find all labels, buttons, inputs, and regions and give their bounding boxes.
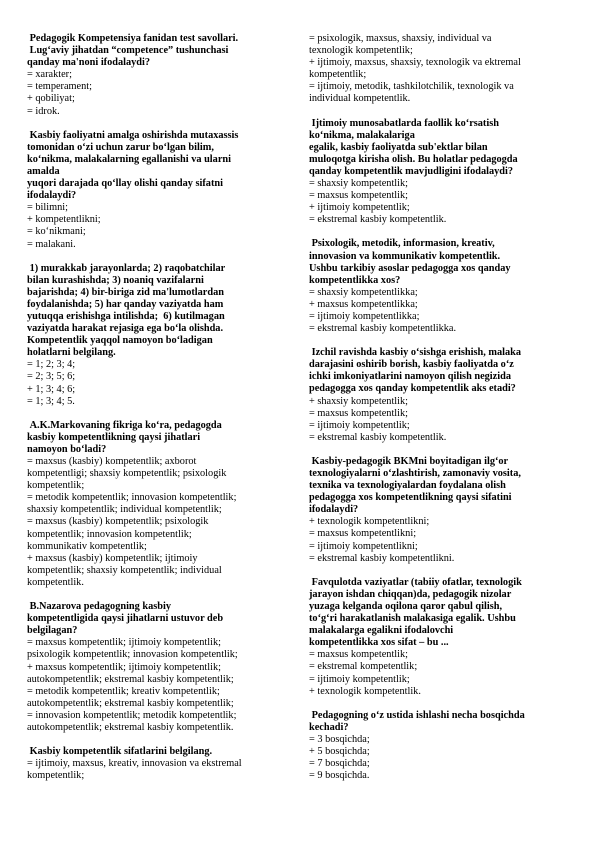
answer-option: = ijtimoiy, maxsus, kreativ, innovasion va ekstremal kompetentlik;: [27, 758, 242, 782]
answer-option: + ijtimoiy kompetentlik;: [309, 202, 410, 214]
answer-option: + qobiliyat;: [27, 93, 75, 105]
right-column: [309, 33, 579, 794]
answer-option: = ijtimoiy kompetentlik;: [309, 673, 410, 685]
answer-option: = maxsus kompetentlik;: [309, 649, 409, 661]
question-block: [27, 130, 287, 251]
answer-option: = ekstremal kompetentlik;: [309, 661, 418, 673]
answer-option: = ekstremal kasbiy kompetentlik.: [309, 431, 447, 443]
answer-option: + maxsus kompetentlikka;: [309, 298, 418, 310]
question-text: Favqulotda vaziyatlar (tabiiy ofatlar, texnologik jarayon ishdan chiqqan)da, pedagogik nizolar yuzaga kelganda oqilona qaror qabul qilish, to‘g‘ri harakatlanish malakasiga egalik. Ushbu malakalarga egalikni ifodalovchi kompetentlikka xos sifat – bu ...: [309, 576, 522, 649]
question-text: Psixologik, metodik, informasion, kreativ, innovasion va kommunikativ kompetentlik. Ushbu tarkibiy asoslar pedagogga xos qanday kompetentlikka xos?: [309, 238, 511, 286]
answer-option: = idrok.: [27, 105, 60, 117]
question-text: A.K.Markovaning fikriga ko‘ra, pedagogda kasbiy kompetentlikning qaysi jihatlari namoyon bo‘ladi?: [27, 419, 222, 455]
answer-option: = maxsus (kasbiy) kompetentlik; psixologik kompetentlik; innovasion kompetentlik; kommunikativ kompetentlik;: [27, 516, 209, 552]
question-text: Kasbiy-pedagogik BKMni boyitadigan ilg‘or texnologiyalarni o‘zlashtirish, zamonaviy vosita, texnika va texnologiyalardan foydalana olish pedagogga xos kompetentlikning qaysi sifatini ifodalaydi?: [309, 455, 521, 516]
answer-option: = temperament;: [27, 81, 92, 93]
answer-option: = ekstremal kasbiy kompetentlik.: [309, 214, 447, 226]
answer-option: = ijtimoiy kompetentlik;: [309, 419, 410, 431]
question-block: [309, 238, 579, 335]
answer-option: + 5 bosqichda;: [309, 745, 370, 757]
answer-option: + texnologik kompetentlik.: [309, 685, 421, 697]
answer-option: = ijtimoiy kompetentlikni;: [309, 540, 418, 552]
question-block: [27, 746, 287, 782]
question-text: Pedagogning o‘z ustida ishlashi necha bosqichda kechadi?: [309, 709, 525, 733]
answer-option: + 1; 3; 4; 6;: [27, 383, 76, 395]
answer-option: = ijtimoiy, metodik, tashkilotchilik, texnologik va individual kompetentlik.: [309, 81, 514, 105]
question-text: B.Nazarova pedagogning kasbiy kompetentligida qaysi jihatlarni ustuvor deb belgilagan?: [27, 601, 224, 637]
answer-option: = xarakter;: [27, 69, 72, 81]
answer-option: = innovasion kompetentlik; metodik kompetentlik; autokompetentlik; ekstremal kasbiy kompetentlik.: [27, 709, 237, 733]
answer-option: = maxsus kompetentlik;: [309, 190, 409, 202]
question-block: [309, 456, 579, 565]
answer-option: = maxsus (kasbiy) kompetentlik; axborot kompetentligi; shaxsiy kompetentlik; psixologik kompetentlik;: [27, 456, 227, 492]
answer-option: = maxsus kompetentlik; ijtimoiy kompetentlik; psixologik kompetentlik; innovasion kompetentlik;: [27, 637, 238, 661]
answer-option: = 7 bosqichda;: [309, 758, 370, 770]
answer-option: = maxsus kompetentlikni;: [309, 528, 417, 540]
question-text: Kasbiy kompetentlik sifatlarini belgilang.: [27, 746, 213, 758]
question-text: Kasbiy faoliyatni amalga oshirishda mutaxassis tomonidan o‘zi uchun zarur bo‘lgan bilim, ko‘nikma, malakalarning egallanishi va ularni amalda yuqori darajada qo‘llay olishi qanday sifatni ifodalaydi?: [27, 129, 239, 202]
answer-option: = shaxsiy kompetentlik;: [309, 178, 409, 190]
question-text: Pedagogik Kompetensiya fanidan test savollari. Lug‘aviy jihatdan “competence” tushunchasi qanday ma'noni ifodalaydi?: [27, 33, 239, 69]
question-block: [309, 118, 579, 227]
answer-option: = 1; 3; 4; 5.: [27, 395, 75, 407]
question-text: Izchil ravishda kasbiy o‘sishga erishish, malaka darajasini oshirib borish, kasbiy faoliyatda o‘z ichki imkoniyatlarini namoyon qilish negizida pedagogga xos qanday kompetentlik aks etadi?: [309, 347, 521, 395]
answer-option: = bilimni;: [27, 202, 68, 214]
answer-option: = 1; 2; 3; 4;: [27, 359, 76, 371]
answer-option: = maxsus kompetentlik;: [309, 407, 409, 419]
answer-option: = metodik kompetentlik; innovasion kompetentlik; shaxsiy kompetentlik; individual kompetentlik;: [27, 492, 237, 516]
question-block: [309, 710, 579, 783]
question-block: [27, 420, 287, 589]
answer-option: + ijtimoiy, maxsus, shaxsiy, texnologik va ektremal kompetentlik;: [309, 57, 521, 81]
answer-option: + maxsus kompetentlik; ijtimoiy kompetentlik; autokompetentlik; ekstremal kasbiy kompetentlik;: [27, 661, 234, 685]
question-block: [309, 33, 579, 106]
question-block: [27, 263, 287, 408]
answer-option: + shaxsiy kompetentlik;: [309, 395, 409, 407]
answer-option: = ko‘nikmani;: [27, 226, 86, 238]
question-block: [309, 347, 579, 444]
answer-option: + maxsus (kasbiy) kompetentlik; ijtimoiy kompetentlik; shaxsiy kompetentlik; individual kompetentlik.: [27, 552, 222, 588]
question-block: [27, 601, 287, 734]
answer-option: = metodik kompetentlik; kreativ kompetentlik; autokompetentlik; ekstremal kasbiy kompetentlik;: [27, 685, 234, 709]
answer-option: + texnologik kompetentlikni;: [309, 516, 430, 528]
answer-option: = 9 bosqichda.: [309, 770, 370, 782]
answer-option: = shaxsiy kompetentlikka;: [309, 286, 418, 298]
answer-option: = 2; 3; 5; 6;: [27, 371, 76, 383]
answer-option: = psixologik, maxsus, shaxsiy, individual va texnologik kompetentlik;: [309, 33, 492, 57]
answer-option: = ekstremal kasbiy kompetentlikka.: [309, 323, 457, 335]
answer-option: + kompetentlikni;: [27, 214, 101, 226]
answer-option: = malakani.: [27, 238, 76, 250]
question-block: [309, 577, 579, 698]
left-column: [27, 33, 287, 794]
question-text: Ijtimoiy munosabatlarda faollik ko‘rsatish ko‘nikma, malakalariga egalik, kasbiy faoliyatda sub'ektlar bilan muloqotga kirisha olish. Bu holatlar pedagogda qanday kompetentlik mavjudligini ifodalaydi?: [309, 117, 518, 177]
answer-option: = ijtimoiy kompetentlikka;: [309, 310, 420, 322]
answer-option: = ekstremal kasbiy kompetentlikni.: [309, 552, 455, 564]
answer-option: = 3 bosqichda;: [309, 733, 370, 745]
question-text: 1) murakkab jarayonlarda; 2) raqobatchilar bilan kurashishda; 3) noaniq vazifalarni bajarishda; 4) bir-biriga zid ma'lumotlardan foydalanishda; 5) har qanday vaziyatda ham yutuqqa erishishga intilishda; 6) kutilmagan vaziyatda harakat rejasiga ega bo‘la olishda. Kompetentlik yaqqol namoyon bo‘ladigan holatlarni belgilang.: [27, 262, 226, 359]
question-block: [27, 33, 287, 118]
